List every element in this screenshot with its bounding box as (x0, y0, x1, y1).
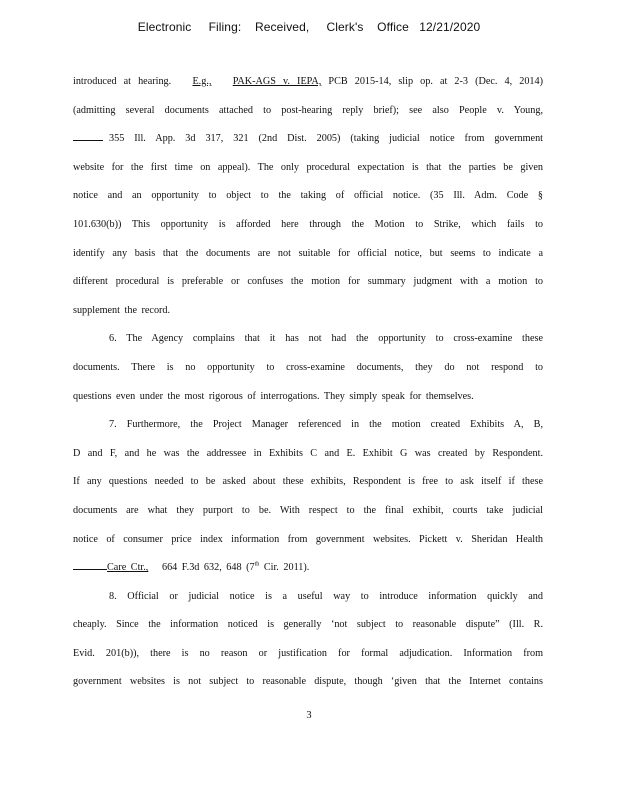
text-line: website for the first time on appeal). The only procedural expectation is that the parties be given (73, 161, 543, 173)
case-cite-pak-ags: PAK-AGS v. IEPA, (232, 76, 322, 87)
text-line: cheaply. Since the information noticed is generally ‘not subject to reasonable dispute” (Ill. R. (73, 619, 543, 631)
case-cite-eg: E.g., (192, 76, 212, 87)
text-line: D and F, and he was the addressee in Exhibits C and E. Exhibit G was created by Respondent. (73, 447, 543, 459)
text-line: supplement the record. (73, 304, 171, 316)
page-number: 3 (306, 710, 312, 721)
text-line: identify any basis that the documents are not suitable for official notice, but seems to indicate a (73, 247, 543, 259)
document-body (73, 68, 543, 697)
text-line: (admitting several documents attached to post-hearing reply brief); see also People v. Young, (73, 104, 543, 116)
paragraph-6-start: 6. The Agency complains that it has not had the opportunity to cross-examine these (109, 333, 543, 345)
case-cite-care-ctr: Care Ctr., (107, 562, 149, 574)
text-line: documents. There is no opportunity to cross-examine documents, they do not respond to (73, 361, 543, 373)
text-line: Care Ctr., 664 F.3d 632, 648 (7th Cir. 2011). (73, 554, 543, 583)
text-line: documents are what they purport to be. With respect to the final exhibit, courts take judicial (73, 504, 543, 516)
paragraph-8-start: 8. Official or judicial notice is a useful way to introduce information quickly and (109, 590, 543, 602)
text-line: government websites is not subject to reasonable dispute, though ‘given that the Internet contains (73, 676, 543, 688)
text-line: questions even under the most rigorous of interrogations. They simply speak for themselves. (73, 390, 474, 402)
underline-blank (73, 560, 107, 570)
paragraph-7-start: 7. Furthermore, the Project Manager referenced in the motion created Exhibits A, B, (109, 419, 543, 431)
text-line: notice of consumer price index information from government websites. Pickett v. Sheridan Health (73, 533, 543, 545)
filing-stamp-header: Electronic Filing: Received, Clerk's Office 12/21/2020 (137, 20, 481, 34)
text-line: different procedural is preferable or confuses the motion for summary judgment with a motion to (73, 276, 543, 288)
text-line: If any questions needed to be asked about these exhibits, Respondent is free to ask itself if these (73, 476, 543, 488)
text-line: 101.630(b)) This opportunity is afforded here through the Motion to Strike, which fails to (73, 218, 543, 230)
underline-blank (73, 131, 103, 141)
text-line: Evid. 201(b)), there is no reason or justification for formal adjudication. Information from (73, 647, 543, 659)
text-line: introduced at hearing. E.g., PAK-AGS v. IEPA, PCB 2015-14, slip op. at 2-3 (Dec. 4, 2014) (73, 76, 543, 87)
text-line: notice and an opportunity to object to the taking of official notice. (35 Ill. Adm. Code § (73, 190, 543, 202)
text-line: 355 Ill. App. 3d 317, 321 (2nd Dist. 2005) (taking judicial notice from government (73, 125, 543, 154)
